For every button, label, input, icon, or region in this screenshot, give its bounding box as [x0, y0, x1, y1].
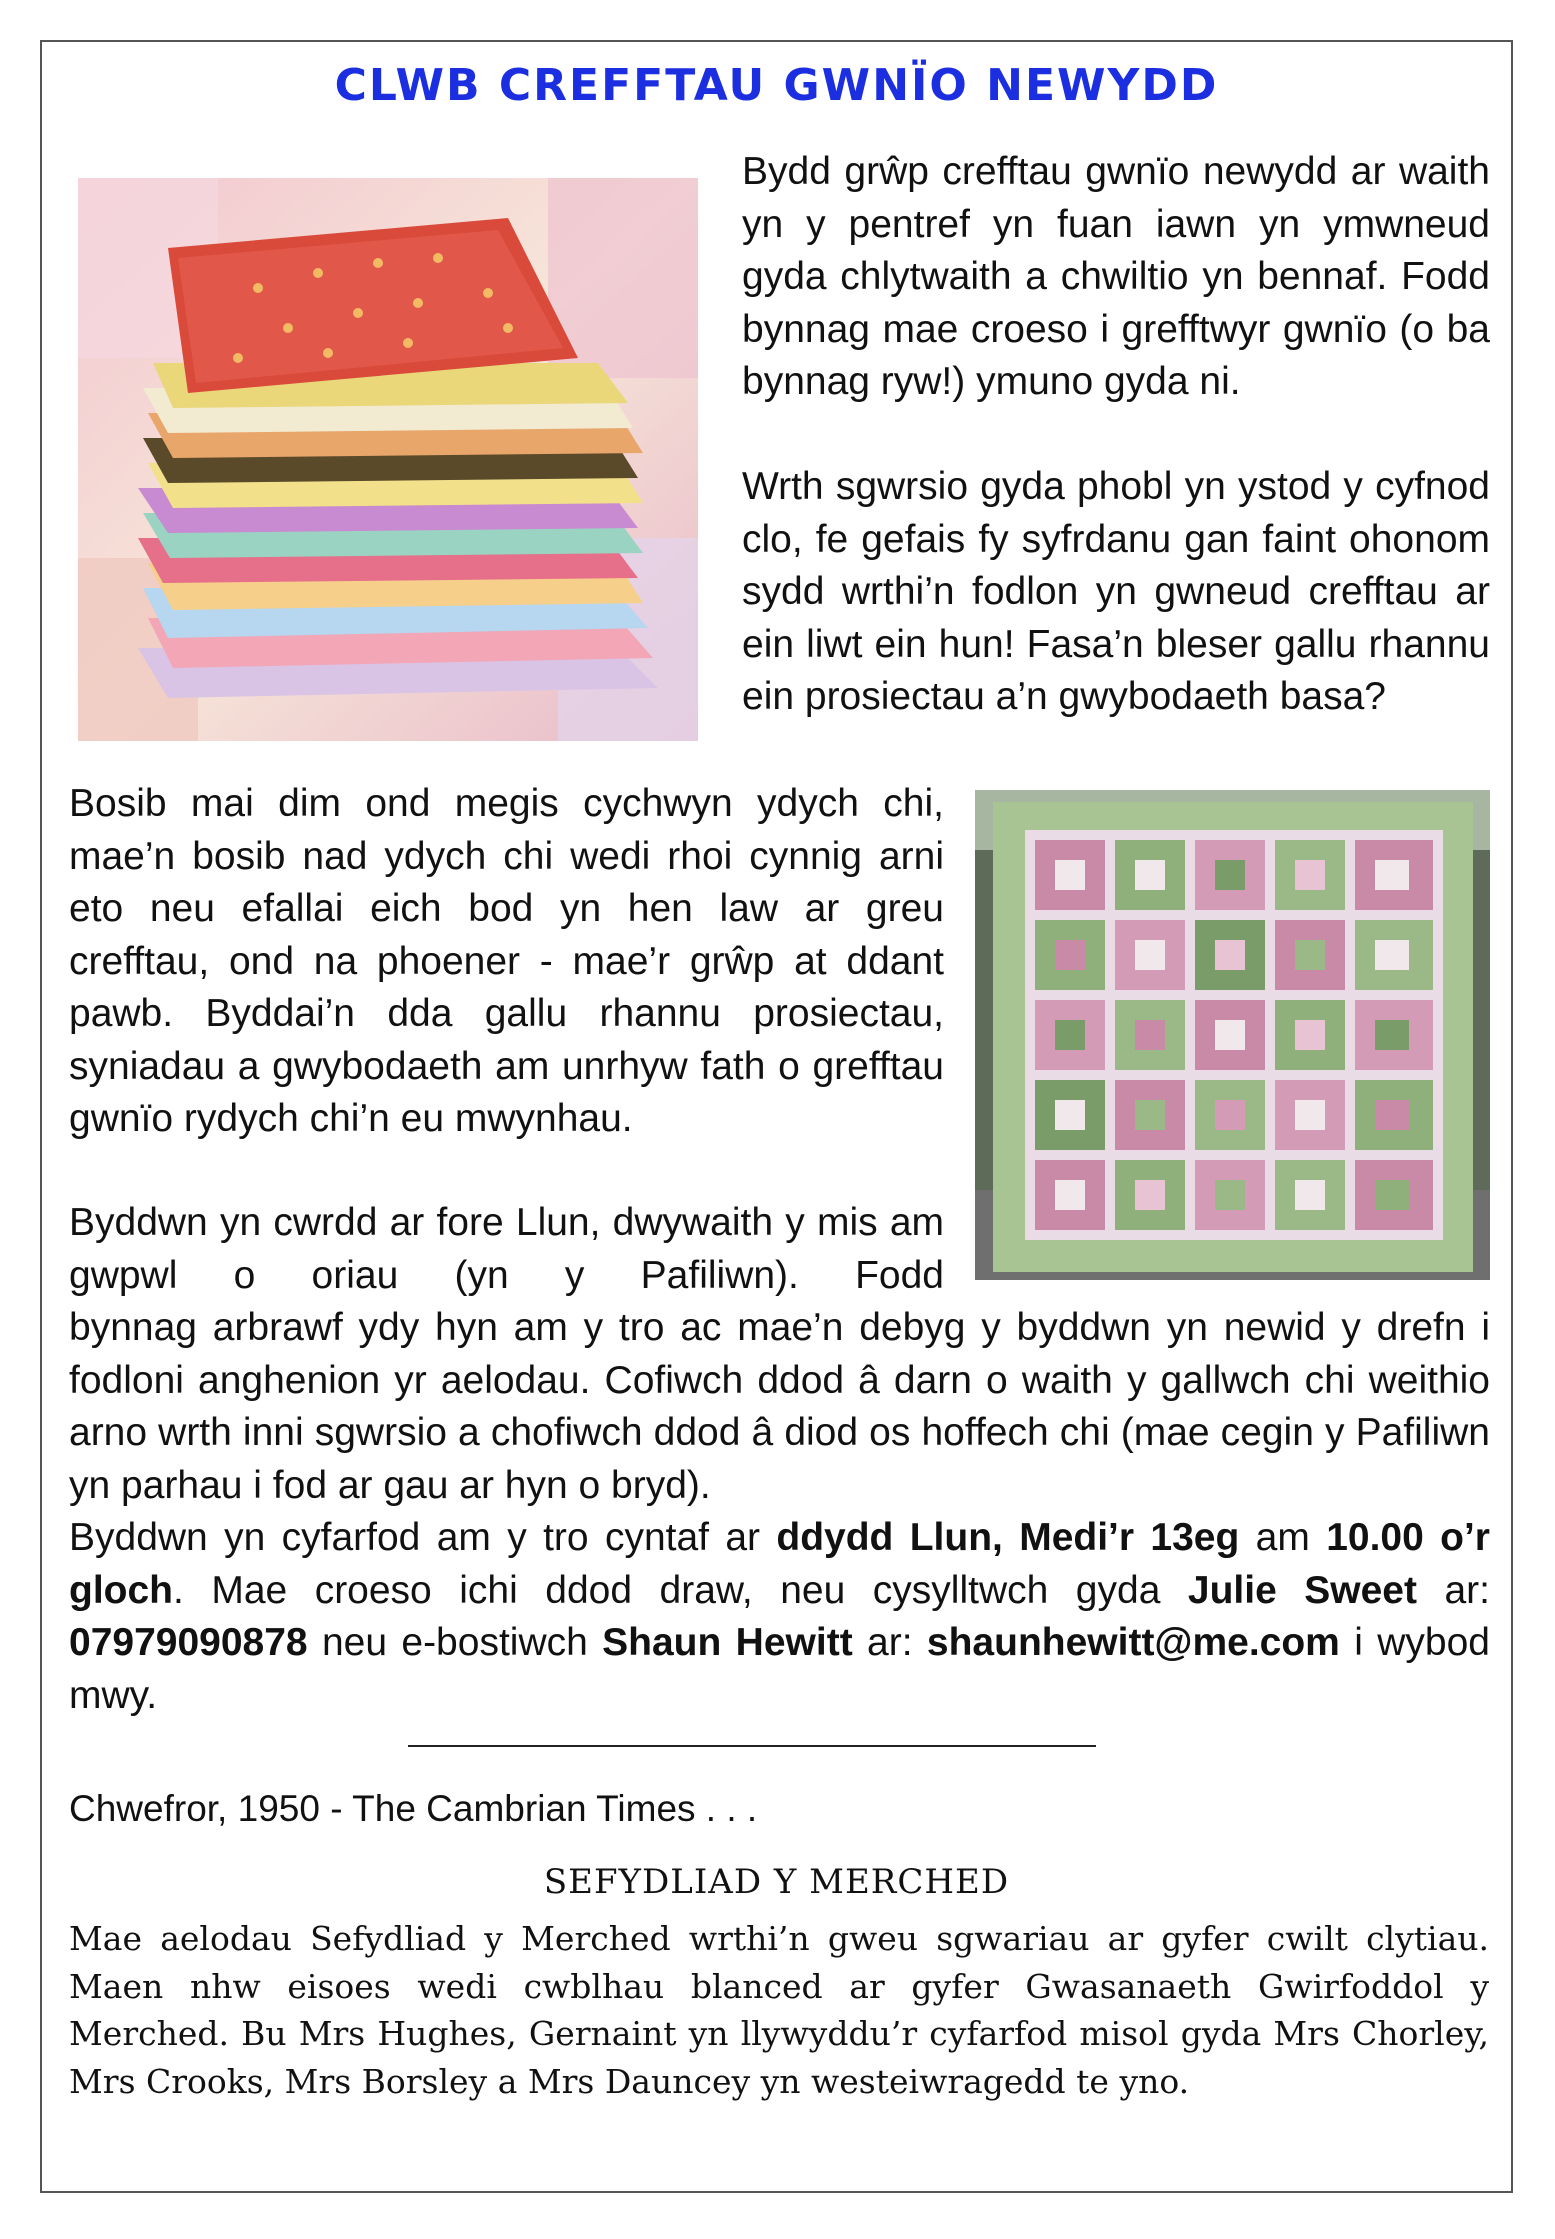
contact-email[interactable]: shaunhewitt@me.com — [926, 1621, 1340, 1664]
intro-paragraph-1: Bydd grŵp crefftau gwnïo newydd ar waith yn y pentref yn fuan iawn yn ymwneud gyda chlytwaith a chwiltio yn bennaf. Fodd bynnag mae croeso i grefftwyr gwnïo (o ba bynnag ryw!) ymuno gyda ni. — [742, 150, 1490, 403]
meeting-time: 10.00 o’r gloch — [69, 1516, 1490, 1612]
middle-paragraph-2: Byddwn yn cwrdd ar fore Llun, dwywaith y mis am gwpwl o oriau (yn y Pafiliwn). Fodd — [69, 1201, 944, 1297]
page-title: CLWB CREFFTAU GWNÏO NEWYDD — [334, 60, 1219, 111]
contact-name-shaun: Shaun Hewitt — [602, 1621, 853, 1664]
intro-paragraph-2: Wrth sgwrsio gyda phobl yn ystod y cyfnod clo, fe gefais fy syfrdanu gan faint ohonom sydd wrthi’n fodlon yn gwneud crefftau ar ein liwt ein hun! Fasa’n bleser gallu rhannu ein prosiectau a’n gwybodaeth basa? — [742, 465, 1490, 718]
archive-heading: SEFYDLIAD Y MERCHED — [543, 1862, 1010, 1902]
meeting-details-paragraph: Byddwn yn cyfarfod am y tro cyntaf ar ddydd Llun, Medi’r 13eg am 10.00 o’r gloch. Mae croeso ichi ddod draw, neu cysylltwch gyda Julie Sweet ar: 07979090878 neu e-bostiwch Shaun Hewitt ar: shaunhewitt@me.com i wybod mwy. — [69, 1516, 1490, 1717]
middle-paragraph-1: Bosib mai dim ond megis cychwyn ydych chi, mae’n bosib nad ydych chi wedi rhoi cynnig arni eto neu efallai eich bod yn hen law ar greu crefftau, ond na phoener - mae’r grŵp at ddant pawb. Byddai’n dda gallu rhannu prosiectau, syniadau a gwybodaeth am unrhyw fath o grefftau gwnïo rydych chi’n eu mwynhau. — [69, 782, 944, 1140]
archive-source: Chwefror, 1950 - The Cambrian Times . . . — [69, 1788, 758, 1829]
archive-text: Mae aelodau Sefydliad y Merched wrthi’n gweu sgwariau ar gyfer cwilt clytiau. Maen nhw eisoes wedi cwblhau blanced ar gyfer Gwasanaeth Gwirfoddol y Merched. Bu Mrs Hughes, Gernaint yn llywyddu’r cyfarfod misol gyda Mrs Chorley, Mrs Crooks, Mrs Borsley a Mrs Dauncey yn westeiwragedd te yno. — [69, 1919, 1489, 2101]
fabric-stack-photo — [78, 178, 698, 741]
contact-phone[interactable]: 07979090878 — [69, 1621, 308, 1664]
section-divider — [408, 1745, 1096, 1747]
quilt-photo — [975, 790, 1490, 1280]
meeting-date: ddydd Llun, Medi’r 13eg — [776, 1516, 1240, 1559]
lower-paragraph-1: bynnag arbrawf ydy hyn am y tro ac mae’n debyg y byddwn yn newid y drefn i fodloni anghenion yr aelodau. Cofiwch ddod â darn o waith y gallwch chi weithio arno wrth inni sgwrsio a chofiwch ddod â diod os hoffech chi (mae cegin y Pafiliwn yn parhau i fod ar gau ar hyn o bryd). — [69, 1306, 1490, 1507]
contact-name-julie: Julie Sweet — [1187, 1568, 1417, 1612]
